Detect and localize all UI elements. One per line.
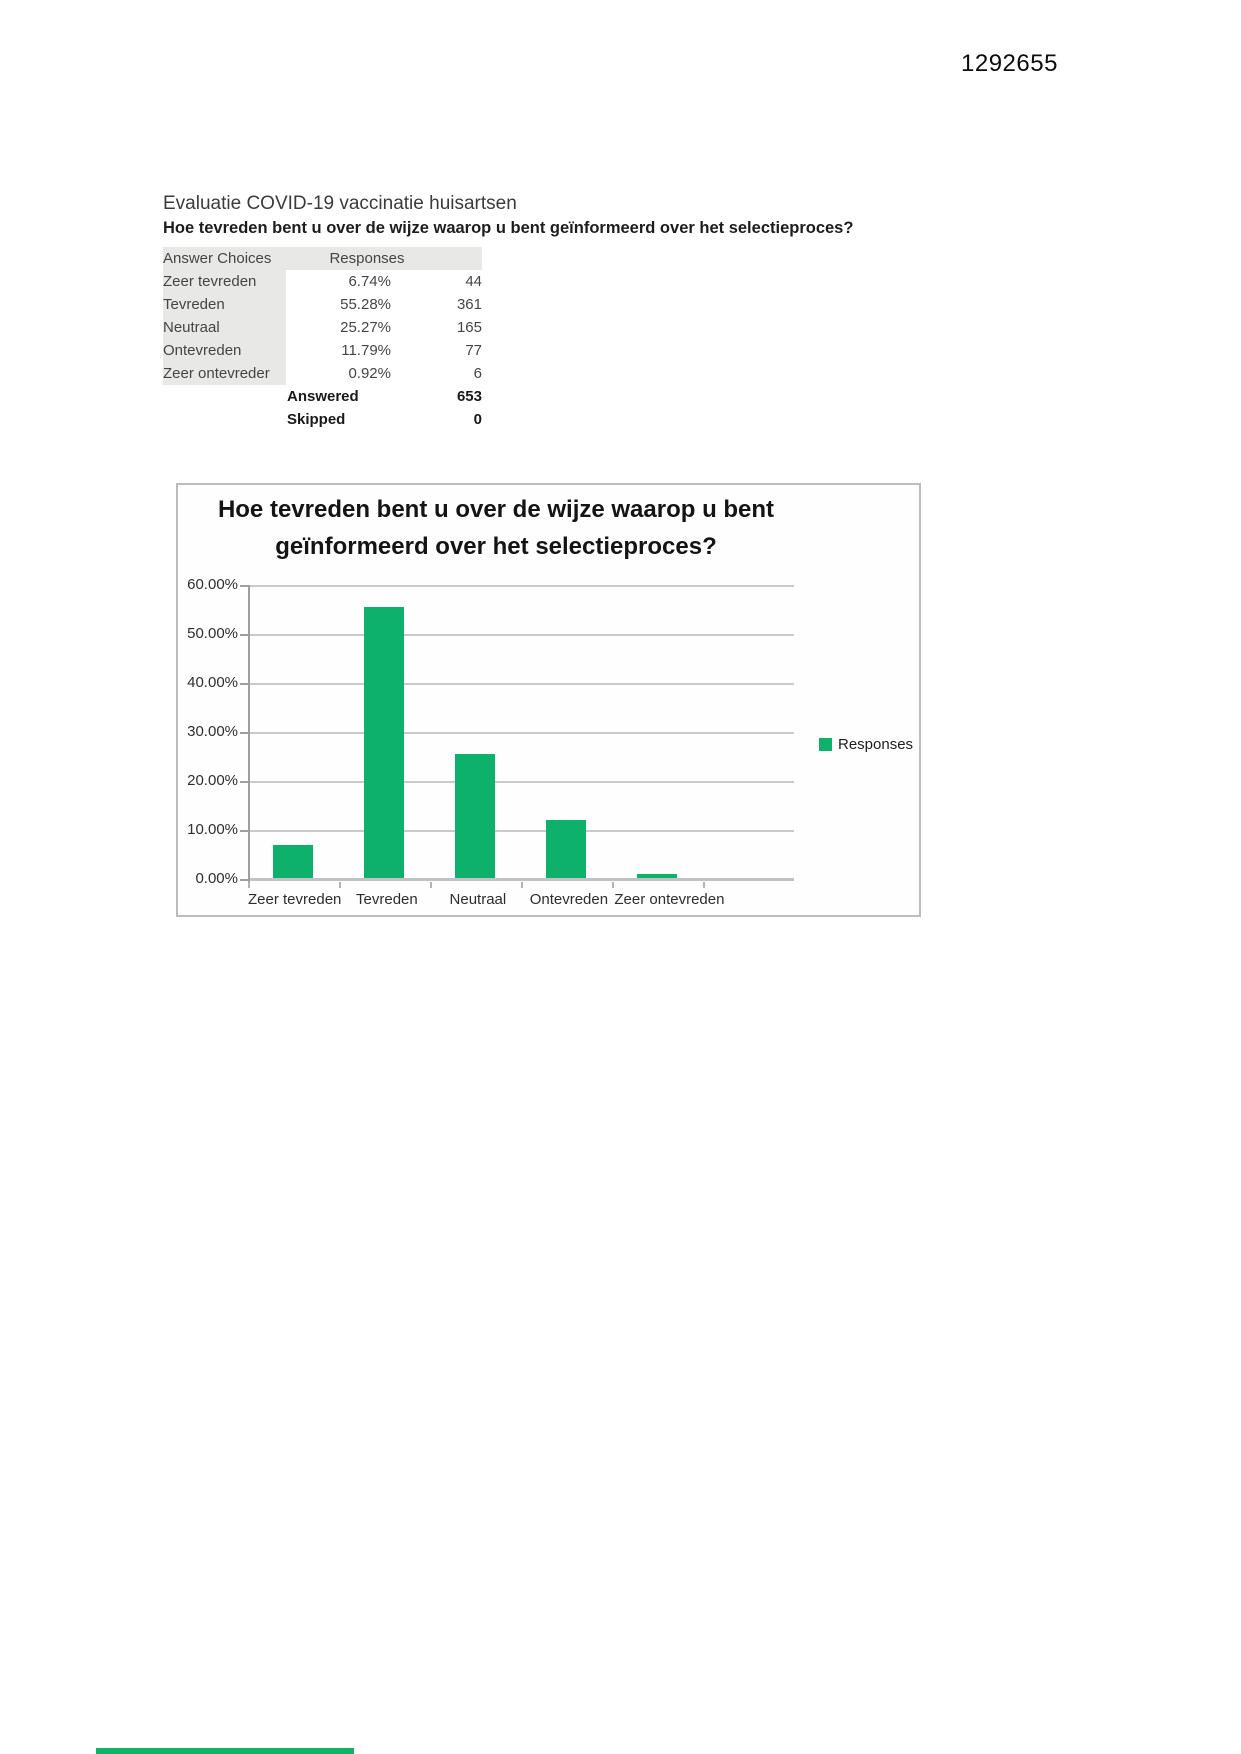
table-row xyxy=(163,316,482,339)
x-axis-labels xyxy=(248,891,725,908)
row-label: Zeer tevreden xyxy=(163,270,286,293)
y-tick xyxy=(240,830,248,832)
row-label: Tevreden xyxy=(163,293,286,316)
y-axis-label: 50.00% xyxy=(187,625,238,642)
row-percentage: 0.92% xyxy=(348,365,391,382)
bottom-green-artifact xyxy=(96,1748,354,1754)
y-tick xyxy=(240,634,248,636)
row-count: 44 xyxy=(465,273,482,290)
row-percentage: 11.79% xyxy=(341,342,391,359)
table-row xyxy=(163,339,482,362)
row-count: 77 xyxy=(465,342,482,359)
table-row xyxy=(163,270,482,293)
gridline xyxy=(248,634,794,636)
gridline xyxy=(248,683,794,685)
gridline xyxy=(248,830,794,832)
skipped-row xyxy=(163,408,482,431)
row-count: 6 xyxy=(473,365,482,382)
x-axis-label: Zeer tevreden xyxy=(248,891,342,908)
x-tick xyxy=(248,882,250,888)
y-axis-label: 10.00% xyxy=(187,821,238,838)
x-tick xyxy=(703,882,705,888)
row-label: Zeer ontevreder xyxy=(163,362,286,385)
y-tick xyxy=(240,879,248,881)
bar-ontevreden xyxy=(546,820,586,878)
plot-area xyxy=(248,585,794,879)
y-tick xyxy=(240,781,248,783)
row-percentage: 55.28% xyxy=(340,296,391,313)
document-title: Evaluatie COVID-19 vaccinatie huisartsen xyxy=(163,193,517,214)
y-axis-label: 60.00% xyxy=(187,576,238,593)
gridline xyxy=(248,732,794,734)
table-header-row xyxy=(163,247,482,270)
bar-chart xyxy=(176,483,921,917)
gridline xyxy=(248,585,794,587)
y-tick xyxy=(240,732,248,734)
answer-table xyxy=(163,247,482,431)
skipped-label: Skipped xyxy=(287,411,346,428)
header-responses: Responses xyxy=(286,247,482,270)
row-label: Neutraal xyxy=(163,316,286,339)
header-answer-choices: Answer Choices xyxy=(163,247,286,270)
y-axis-label: 30.00% xyxy=(187,723,238,740)
y-axis-line xyxy=(248,585,250,883)
bar-tevreden xyxy=(364,607,404,878)
bar-zeer-tevreden xyxy=(273,845,313,878)
table-row xyxy=(163,293,482,316)
survey-question: Hoe tevreden bent u over de wijze waarop u bent geïnformeerd over het selectieproces? xyxy=(163,219,854,237)
gridline xyxy=(248,781,794,783)
chart-title: Hoe tevreden bent u over de wijze waarop u bent geïnformeerd over het selectieproces? xyxy=(217,496,775,560)
y-tick xyxy=(240,683,248,685)
x-axis-label: Zeer ontevreden xyxy=(614,891,725,908)
bar-zeer-ontevreden xyxy=(637,874,677,879)
answered-row xyxy=(163,385,482,408)
row-percentage: 25.27% xyxy=(340,319,391,336)
answered-label: Answered xyxy=(287,388,359,405)
x-axis-label: Neutraal xyxy=(449,891,507,908)
y-axis-label: 40.00% xyxy=(187,674,238,691)
y-axis-label: 20.00% xyxy=(187,772,238,789)
x-tick xyxy=(612,882,614,888)
y-tick xyxy=(240,585,248,587)
x-axis-line xyxy=(248,878,794,881)
page-number: 1292655 xyxy=(961,50,1058,77)
legend-swatch xyxy=(819,738,832,751)
answered-value: 653 xyxy=(456,388,482,405)
skipped-value: 0 xyxy=(473,411,482,428)
row-label: Ontevreden xyxy=(163,339,286,362)
table-row xyxy=(163,362,482,385)
row-count: 361 xyxy=(456,296,482,313)
x-tick xyxy=(339,882,341,888)
legend xyxy=(819,736,913,753)
x-tick xyxy=(430,882,432,888)
x-axis-label: Ontevreden xyxy=(529,891,609,908)
legend-label: Responses xyxy=(838,736,914,753)
row-count: 165 xyxy=(456,319,482,336)
y-axis-label: 0.00% xyxy=(195,870,238,887)
bar-neutraal xyxy=(455,754,495,878)
row-percentage: 6.74% xyxy=(348,273,391,290)
x-tick xyxy=(521,882,523,888)
x-axis-label: Tevreden xyxy=(356,891,418,908)
